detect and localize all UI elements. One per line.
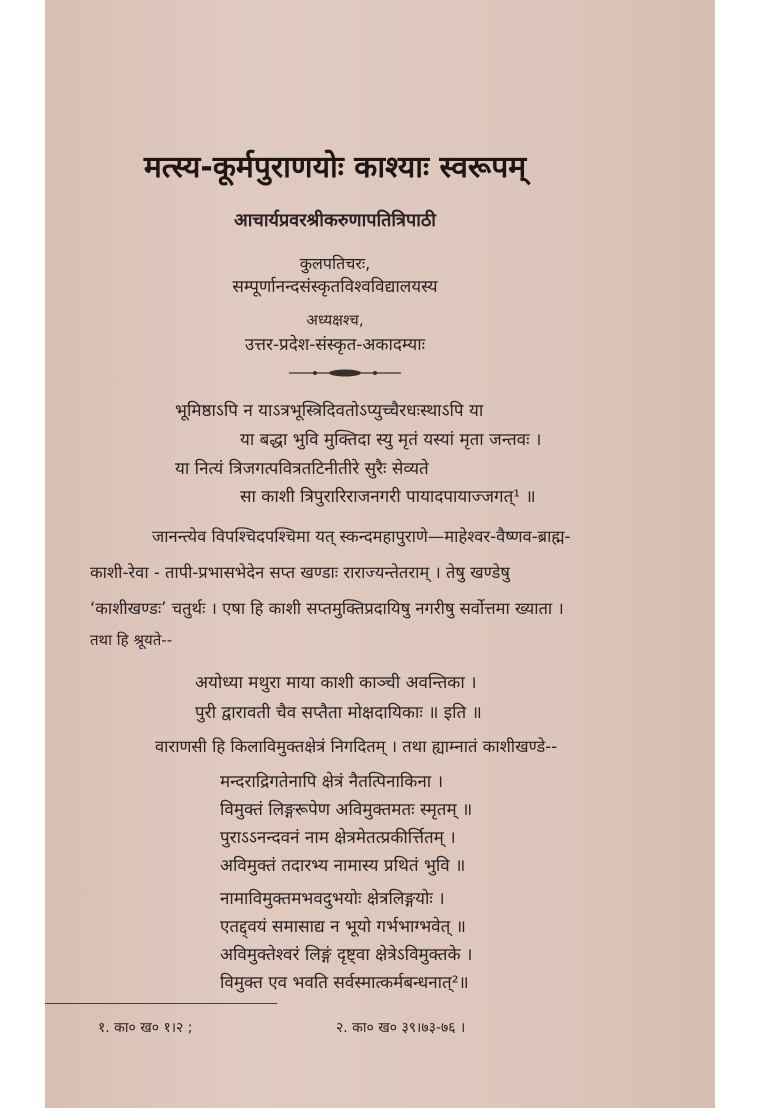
verse-line: सा काशी त्रिपुरारिराजनगरी पायादपायाज्जगत्¹ ॥ [240, 487, 536, 507]
paragraph-line: तथा हि श्रूयते-- [90, 631, 173, 649]
author-institution-2: उत्तर-प्रदेश-संस्कृत-अकादम्याः [244, 335, 426, 355]
verse-line: पुराऽऽनन्दवनं नाम क्षेत्रमेतत्प्रकीर्त्तितम् । [220, 828, 456, 848]
page-title: मत्स्य-कूर्मपुराणयोः काश्याः स्वरूपम् [143, 150, 527, 185]
verse-line: मन्दराद्रिगतेनापि क्षेत्रं नैतत्पिनाकिना । [220, 772, 444, 792]
paragraph-line: काशी-रेवा - तापी-प्रभासभेदेन सप्त खण्डाः राराज्यन्तेतराम् । तेषु खण्डेषु [90, 563, 510, 582]
ornament-divider [285, 366, 405, 380]
verse-line: या नित्यं त्रिजगत्पवित्रतटिनीतीरे सुरैः सेव्यते [175, 459, 429, 479]
footnote-1: १. का० ख० १।२ ; [98, 1020, 193, 1036]
footnote-2: २. का० ख० ३९।७३-७६ । [336, 1020, 466, 1036]
verse-line: एतद्द्वयं समासाद्य न भूयो गर्भभाग्भवेत् ॥ [220, 917, 466, 937]
verse-line: अविमुक्तं तदारभ्य नामास्य प्रथितं भुवि ॥ [220, 856, 466, 876]
author-role-1: कुलपतिचरः, [299, 254, 371, 273]
verse-line: अयोध्या मथुरा माया काशी काञ्ची अवन्तिका । [195, 673, 477, 693]
verse-line: विमुक्त एव भवति सर्वस्मात्कर्मबन्धनात्²॥ [220, 973, 469, 993]
footnote-rule [45, 1003, 277, 1004]
author-institution-1: सम्पूर्णानन्दसंस्कृतविश्वविद्यालयस्य [232, 277, 438, 297]
author-name: आचार्यप्रवरश्रीकरुणापतित्रिपाठी [234, 210, 436, 231]
paragraph-line: ‘काशीखण्डः’ चतुर्थः । एषा हि काशी सप्तमुक्तिप्रदायिषु नगरीषु सर्वोत्तमा ख्याता । [90, 599, 564, 618]
verse-line: या बद्धा भुवि मुक्तिदा स्यु मृतं यस्यां मृता जन्तवः । [240, 430, 542, 450]
verse-line: नामाविमुक्तमभवदुभयोः क्षेत्रलिङ्गयोः । [220, 889, 445, 909]
paragraph-line: जानन्त्येव विपश्चिदपश्चिमा यत् स्कन्दमहापुराणे—माहेश्वर-वैष्णव-ब्राह्म- [152, 527, 571, 546]
paragraph-line: वाराणसी हि किलाविमुक्तक्षेत्रं निगदितम् । तथा ह्याम्नातं काशीखण्डे-- [155, 737, 558, 756]
verse-line: अविमुक्तेश्वरं लिङ्गं दृष्ट्वा क्षेत्रेऽविमुक्तके । [220, 945, 473, 965]
verse-line: भूमिष्ठाऽपि न याऽत्रभूस्त्रिदिवतोऽप्युच्चैरधःस्थाऽपि या [175, 401, 484, 421]
verse-line: पुरी द्वारावती चैव सप्तैता मोक्षदायिकाः ॥ इति ॥ [195, 703, 482, 723]
author-role-2: अध्यक्षश्च, [306, 311, 364, 329]
verse-line: विमुक्तं लिङ्गरूपेण अविमुक्तमतः स्मृतम् ॥ [220, 800, 473, 820]
